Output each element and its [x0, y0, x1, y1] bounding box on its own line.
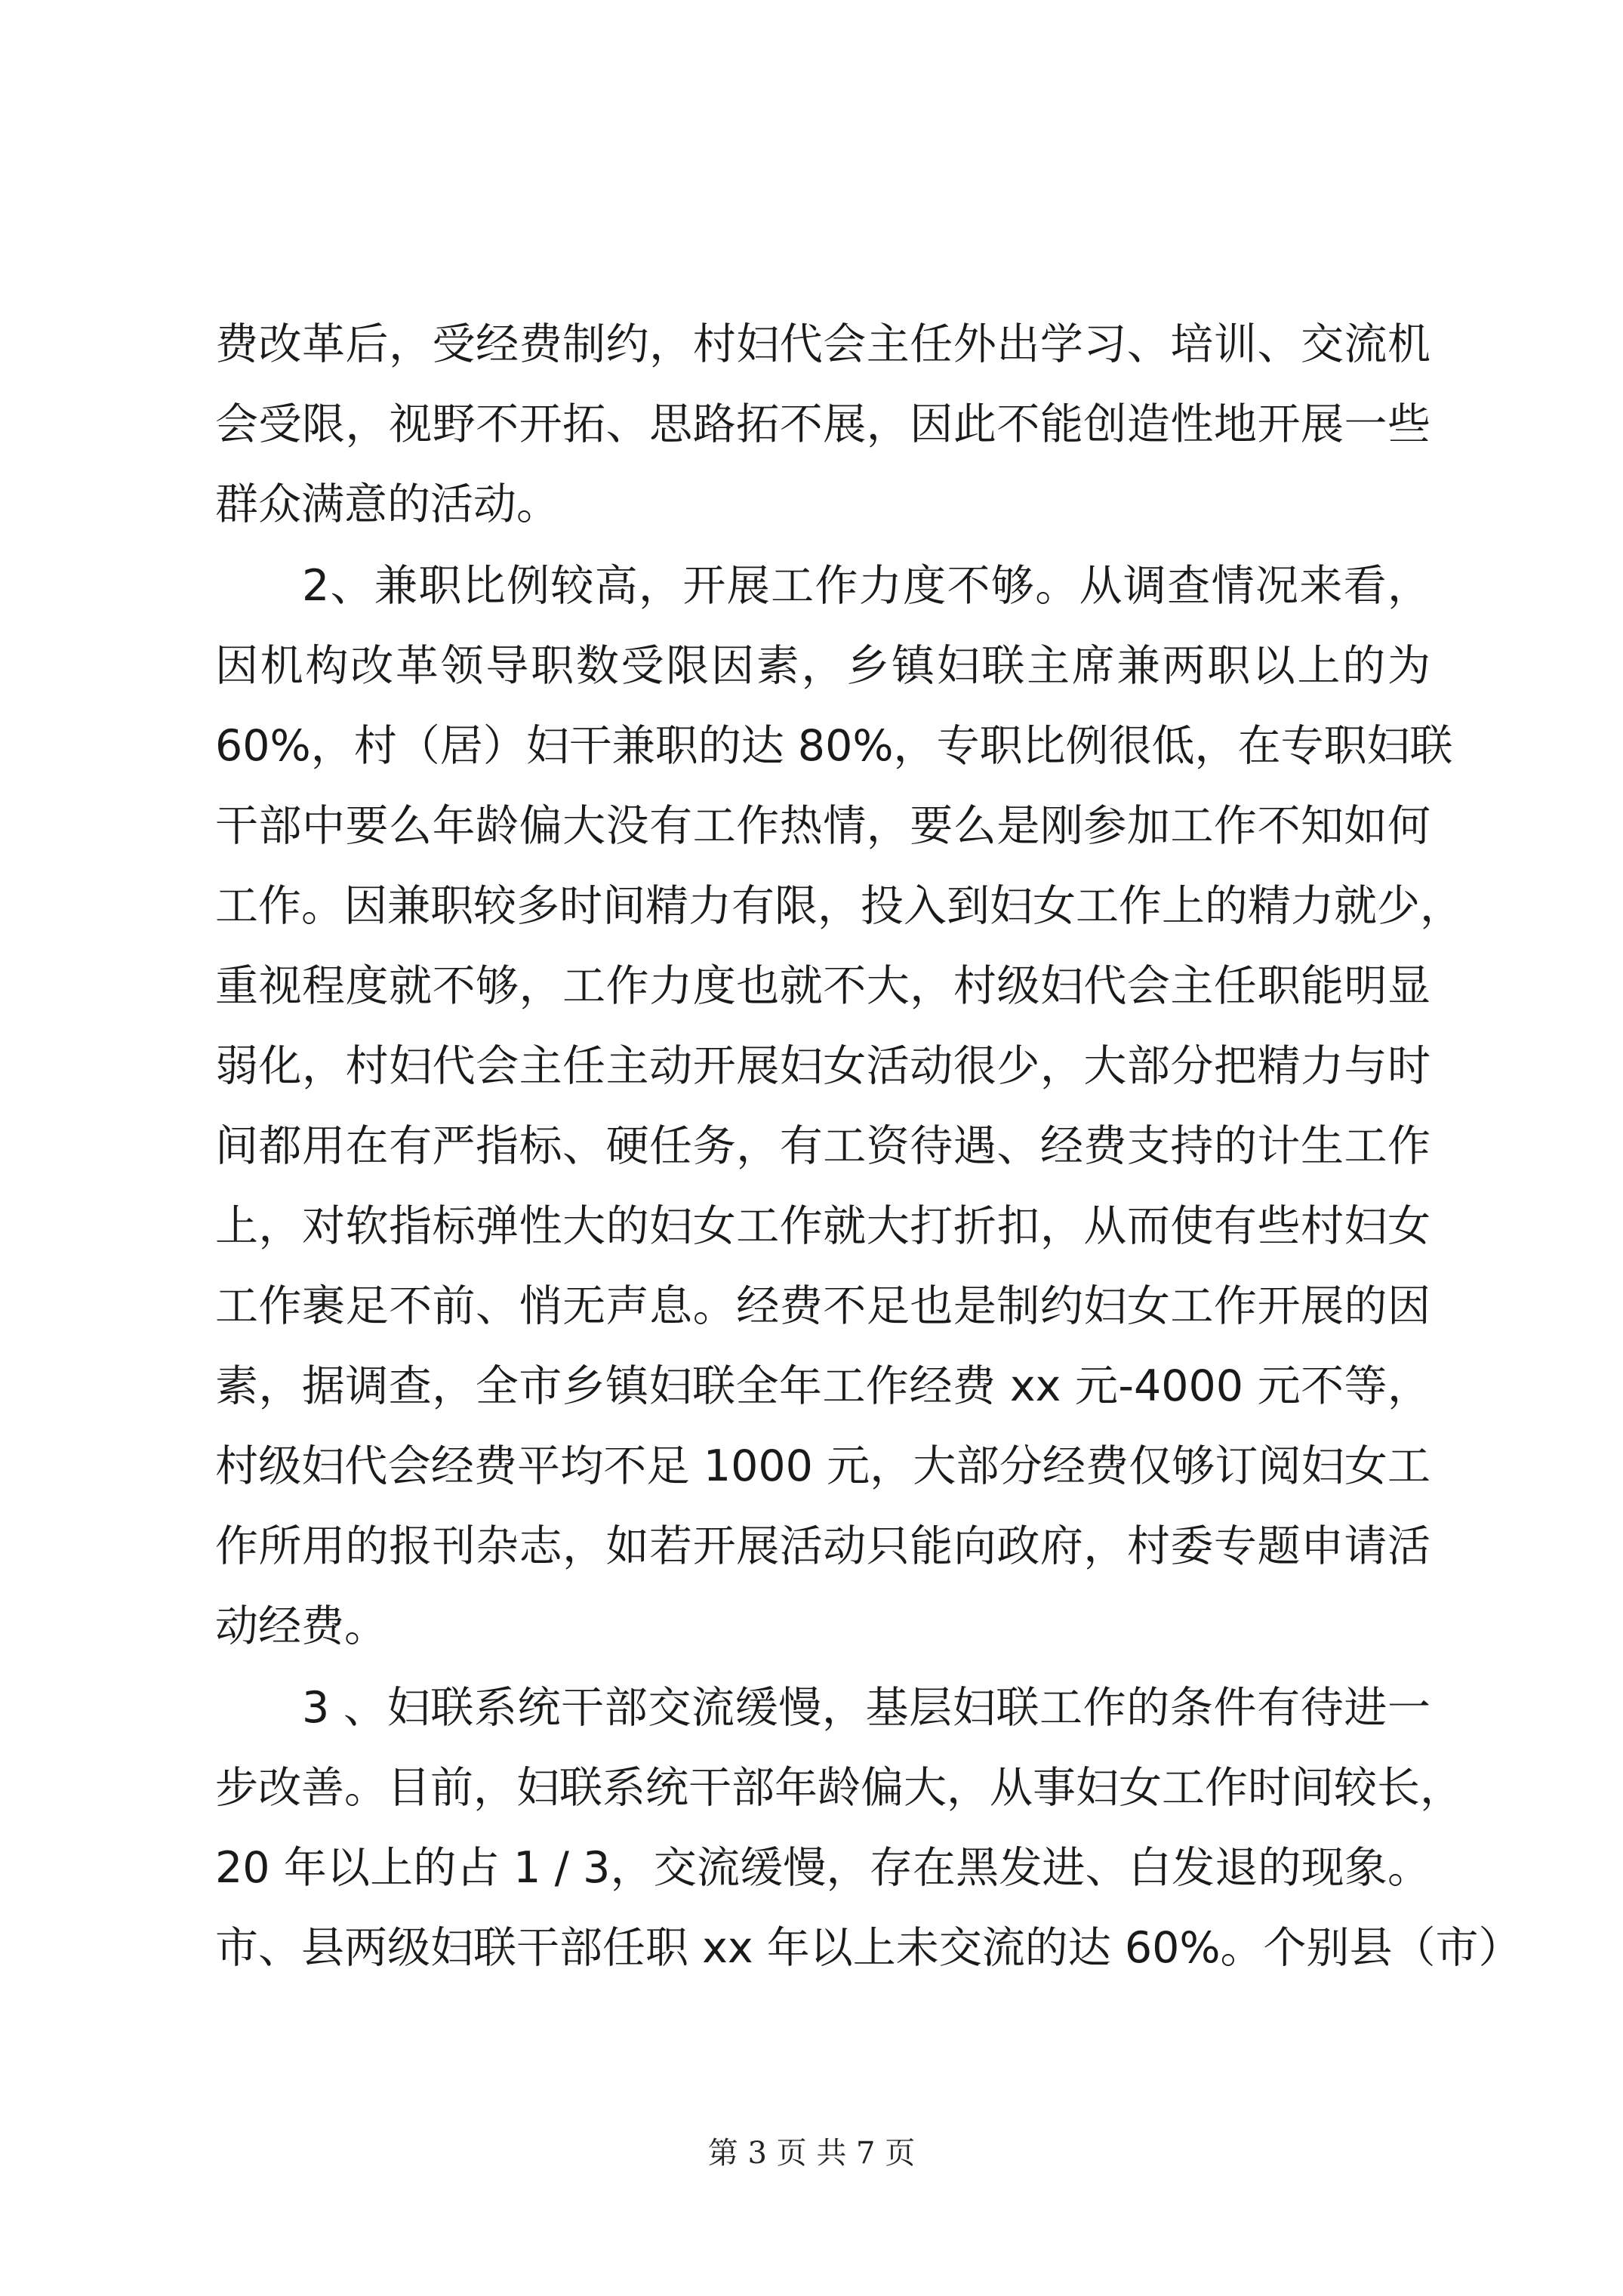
paragraph-line: 弱化，村妇代会主任主动开展妇女活动很少，大部分把精力与时 [215, 1041, 1431, 1091]
paragraph-line: 会受限，视野不开拓、思路拓不展，因此不能创造性地开展一些 [215, 399, 1431, 449]
paragraph-line: 间都用在有严指标、硬任务，有工资待遇、经费支持的计生工作 [215, 1121, 1431, 1171]
paragraph-line: 群众满意的活动。 [215, 479, 559, 529]
paragraph-line: 因机构改革领导职数受限因素，乡镇妇联主席兼两职以上的为 [215, 641, 1431, 691]
paragraph-line: 上，对软指标弹性大的妇女工作就大打折扣，从而使有些村妇女 [215, 1201, 1431, 1251]
paragraph-line: 3 、妇联系统干部交流缓慢，基层妇联工作的条件有待进一 [302, 1683, 1431, 1733]
paragraph-line: 重视程度就不够，工作力度也就不大，村级妇代会主任职能明显 [215, 961, 1431, 1011]
paragraph-line: 2、兼职比例较高，开展工作力度不够。从调查情况来看， [302, 561, 1431, 611]
paragraph-line: 20 年以上的占 1 / 3，交流缓慢，存在黑发进、白发退的现象。 [215, 1843, 1431, 1893]
paragraph-line: 市、县两级妇联干部任职 xx 年以上未交流的达 60%。个别县（市） [215, 1923, 1522, 1973]
paragraph-line: 村级妇代会经费平均不足 1000 元，大部分经费仅够订阅妇女工 [215, 1441, 1431, 1491]
paragraph-line: 费改革后，受经费制约，村妇代会主任外出学习、培训、交流机 [215, 319, 1431, 369]
paragraph-line: 素，据调查，全市乡镇妇联全年工作经费 xx 元-4000 元不等， [215, 1361, 1431, 1411]
page-number-footer: 第 3 页 共 7 页 [707, 2136, 916, 2171]
paragraph-line: 动经费。 [215, 1601, 387, 1651]
paragraph-line: 工作。因兼职较多时间精力有限，投入到妇女工作上的精力就少， [215, 881, 1463, 931]
paragraph-line: 工作裹足不前、悄无声息。经费不足也是制约妇女工作开展的因 [215, 1281, 1431, 1331]
paragraph-line: 作所用的报刊杂志，如若开展活动只能向政府，村委专题申请活 [215, 1521, 1431, 1571]
paragraph-line: 干部中要么年龄偏大没有工作热情，要么是刚参加工作不知如何 [215, 801, 1431, 851]
paragraph-line: 60%，村（居）妇干兼职的达 80%，专职比例很低，在专职妇联 [215, 721, 1453, 771]
paragraph-line: 步改善。目前，妇联系统干部年龄偏大，从事妇女工作时间较长， [215, 1763, 1463, 1813]
